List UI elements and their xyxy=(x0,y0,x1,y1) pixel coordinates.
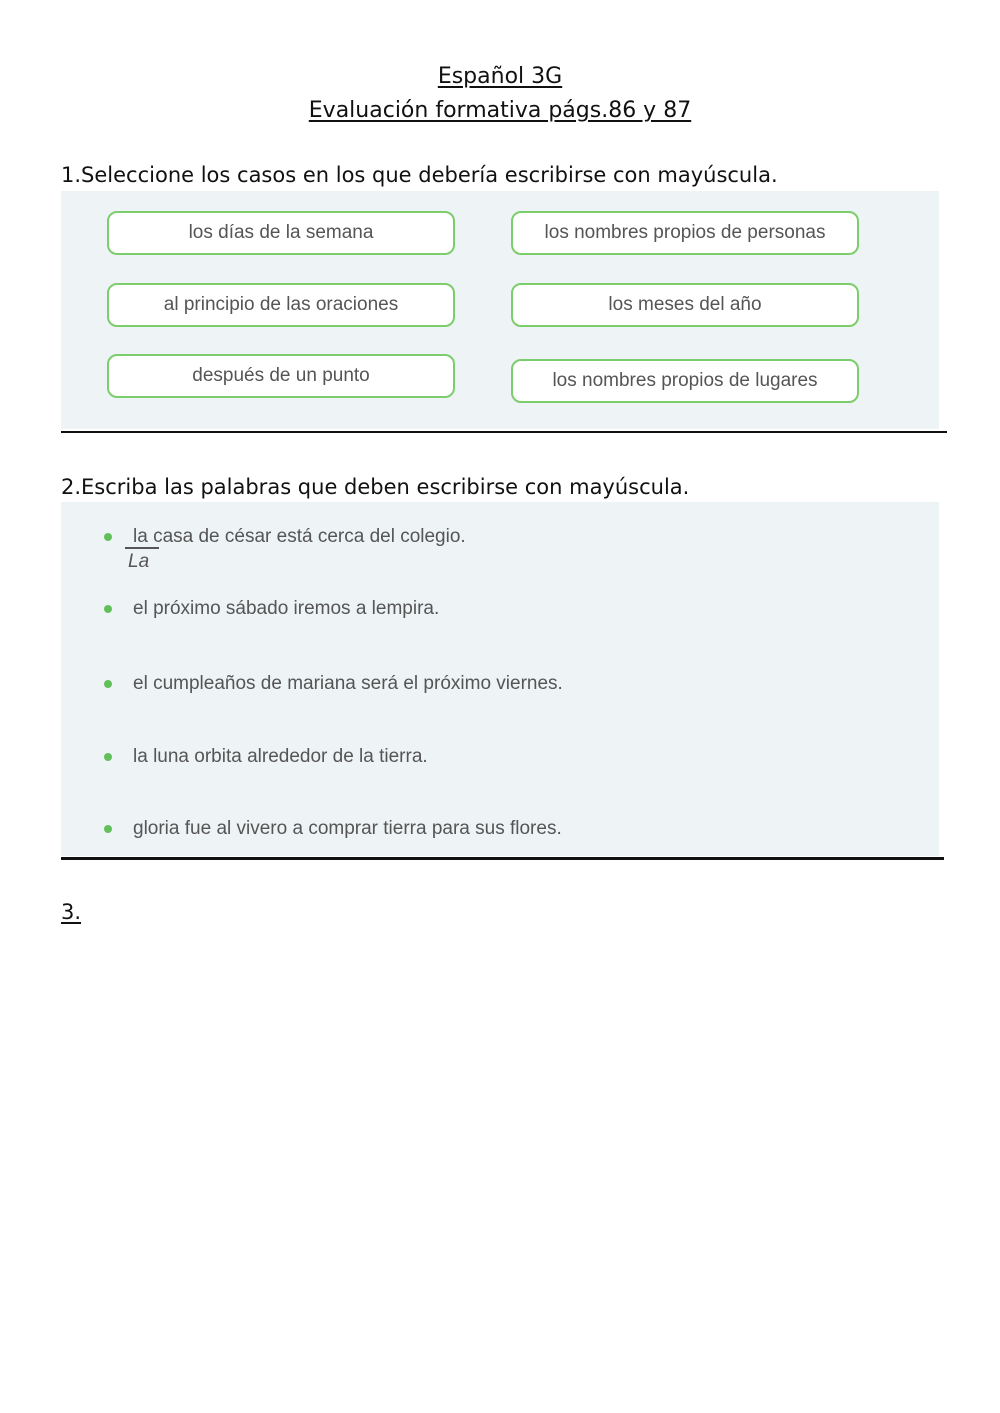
option-nombres-lugares[interactable]: los nombres propios de lugares xyxy=(511,359,859,403)
sentence-text: el próximo sábado iremos a lempira. xyxy=(133,598,440,619)
sentence-item xyxy=(104,673,563,695)
question-1-prompt: 1.Seleccione los casos en los que debería escribirse con mayúscula. xyxy=(61,163,778,187)
sentence-item xyxy=(104,526,466,548)
sentence-item xyxy=(104,818,562,840)
page-subtitle: Evaluación formativa págs.86 y 87 xyxy=(308,98,692,123)
option-despues-punto[interactable]: después de un punto xyxy=(107,354,455,398)
answer-input[interactable]: La xyxy=(128,551,150,572)
section-divider xyxy=(61,857,944,860)
bullet-icon xyxy=(104,605,112,613)
sentence-text: la luna orbita alrededor de la tierra. xyxy=(133,746,428,767)
option-nombres-personas[interactable]: los nombres propios de personas xyxy=(511,211,859,255)
bullet-icon xyxy=(104,680,112,688)
question-2-prompt: 2.Escriba las palabras que deben escribirse con mayúscula. xyxy=(61,475,690,499)
option-dias-semana[interactable]: los días de la semana xyxy=(107,211,455,255)
sentence-text: el cumpleaños de mariana será el próximo viernes. xyxy=(133,673,563,694)
bullet-icon xyxy=(104,753,112,761)
sentence-text: la casa de césar está cerca del colegio. xyxy=(133,526,466,547)
option-principio-oraciones[interactable]: al principio de las oraciones xyxy=(107,283,455,327)
sentence-item xyxy=(104,598,439,620)
option-meses-ano[interactable]: los meses del año xyxy=(511,283,859,327)
sentence-item xyxy=(104,746,428,768)
section-divider xyxy=(61,431,947,433)
bullet-icon xyxy=(104,825,112,833)
question-3-label: 3. xyxy=(61,900,82,924)
answer-line xyxy=(125,547,159,549)
sentence-text: gloria fue al vivero a comprar tierra para sus flores. xyxy=(133,818,562,839)
page-title: Español 3G xyxy=(437,64,563,89)
bullet-icon xyxy=(104,533,112,541)
